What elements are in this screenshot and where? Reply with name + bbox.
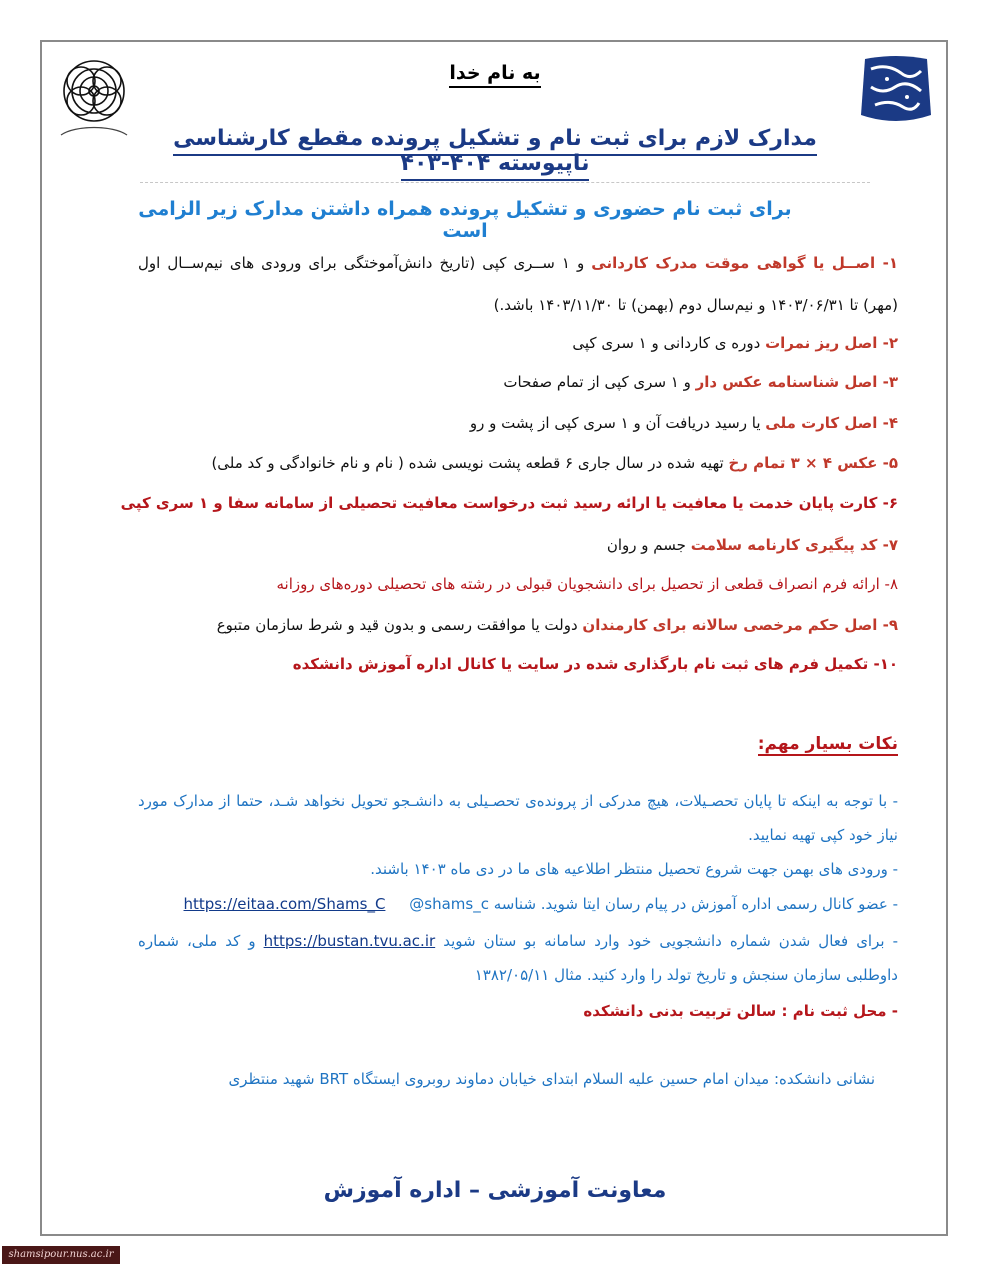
note-registration-venue: - محل ثبت نام : سالن تربیت بدنی دانشکده (583, 1002, 898, 1020)
bismillah: به نام خدا (0, 62, 990, 84)
list-item-7: ۷- کد پیگیری کارنامه سلامت جسم و روان (606, 536, 898, 554)
channel-handle: @shams_c (409, 895, 489, 913)
list-item-6: ۶- کارت پایان خدمت یا معافیت یا ارائه رسید ثبت درخواست معافیت تحصیلی از سامانه سفا و ۱ سری کپی (120, 494, 898, 512)
notes-heading: نکات بسیار مهم: (757, 734, 898, 754)
note-bahman-entrants: - ورودی های بهمن جهت شروع تحصیل منتظر اطلاعیه های ما در دی ماه ۱۴۰۳ باشند. (370, 860, 898, 878)
note-copies: - با توجه به اینکه تا پایان تحصـیلات، هیچ مدرکی از پرونده‌ی تحصـیلی به دانشـجو تحویل نخواهد شـد، حتما از مدارک مورد نیاز خود کپی تهیه نمایید. (138, 792, 898, 844)
footer-signature: معاونت آموزشی – اداره آموزش (323, 1178, 667, 1203)
list-item-9: ۹- اصل حکم مرخصی سالانه برای کارمندان دولت یا موافقت رسمی و بدون قید و شرط سازمان متبوع (216, 616, 898, 634)
page-subtitle: برای ثبت نام حضوری و تشکیل پرونده همراه داشتن مدارک زیر الزامی است (138, 198, 792, 242)
list-item-1: ۱- اصــل یا گواهی موقت مدرک کاردانی و ۱ ســری کپی (تاریخ دانش‌آموختگی برای ورودی های نیم‌ســال اول (مهر) تا ۱۴۰۳/۰۶/۳۱ و نیم‌سال دوم (بهمن) تا ۱۴۰۳/۱۱/۳۰ باشد.) (138, 254, 899, 314)
divider (140, 182, 870, 183)
list-item-10: ۱۰- تکمیل فرم های ثبت نام بارگذاری شده در سایت یا کانال اداره آموزش دانشکده (292, 655, 898, 673)
list-item-2: ۲- اصل ریز نمرات دوره ی کاردانی و ۱ سری کپی (572, 334, 898, 352)
list-item-5: ۵- عکس ۴ × ۳ تمام رخ تهیه شده در سال جاری ۶ قطعه پشت نویسی شده ( نام و نام خانوادگی و کد ملی) (211, 454, 898, 472)
page-title: مدارک لازم برای ثبت نام و تشکیل پرونده مقطع کارشناسی ناپیوسته ۴۰۴-۴۰۳ (150, 126, 840, 176)
list-item-4: ۴- اصل کارت ملی یا رسید دریافت آن و ۱ سری کپی از پشت و رو (469, 414, 898, 432)
list-item-3: ۳- اصل شناسنامه عکس دار و ۱ سری کپی از تمام صفحات (503, 373, 898, 391)
site-watermark: shamsipour.nus.ac.ir (2, 1246, 120, 1264)
eitaa-link[interactable]: https://eitaa.com/Shams_C (183, 895, 386, 913)
college-address: نشانی دانشکده: میدان امام حسین علیه السلام ابتدای خیابان دماوند روبروی ایستگاه BRT شهید منتظری (228, 1070, 875, 1088)
note-bustan-activation: - برای فعال شدن شماره دانشجویی خود وارد سامانه بو ستان شوید https://bustan.tvu.ac.ir و کد ملی، شماره داوطلبی سازمان سنجش و تاریخ تولد را وارد کنید. مثال ۱۳۸۲/۰۵/۱۱ (138, 932, 898, 984)
list-item-8: ۸- ارائه فرم انصراف قطعی از تحصیل برای دانشجویان قبولی در رشته های تحصیلی دوره‌های روزانه (276, 575, 898, 593)
note-eitaa-channel: - عضو کانال رسمی اداره آموزش در پیام رسان ایتا شوید. شناسه @shams_c https://eitaa.com/Shams_C (183, 895, 898, 913)
bustan-link[interactable]: https://bustan.tvu.ac.ir (263, 932, 436, 950)
